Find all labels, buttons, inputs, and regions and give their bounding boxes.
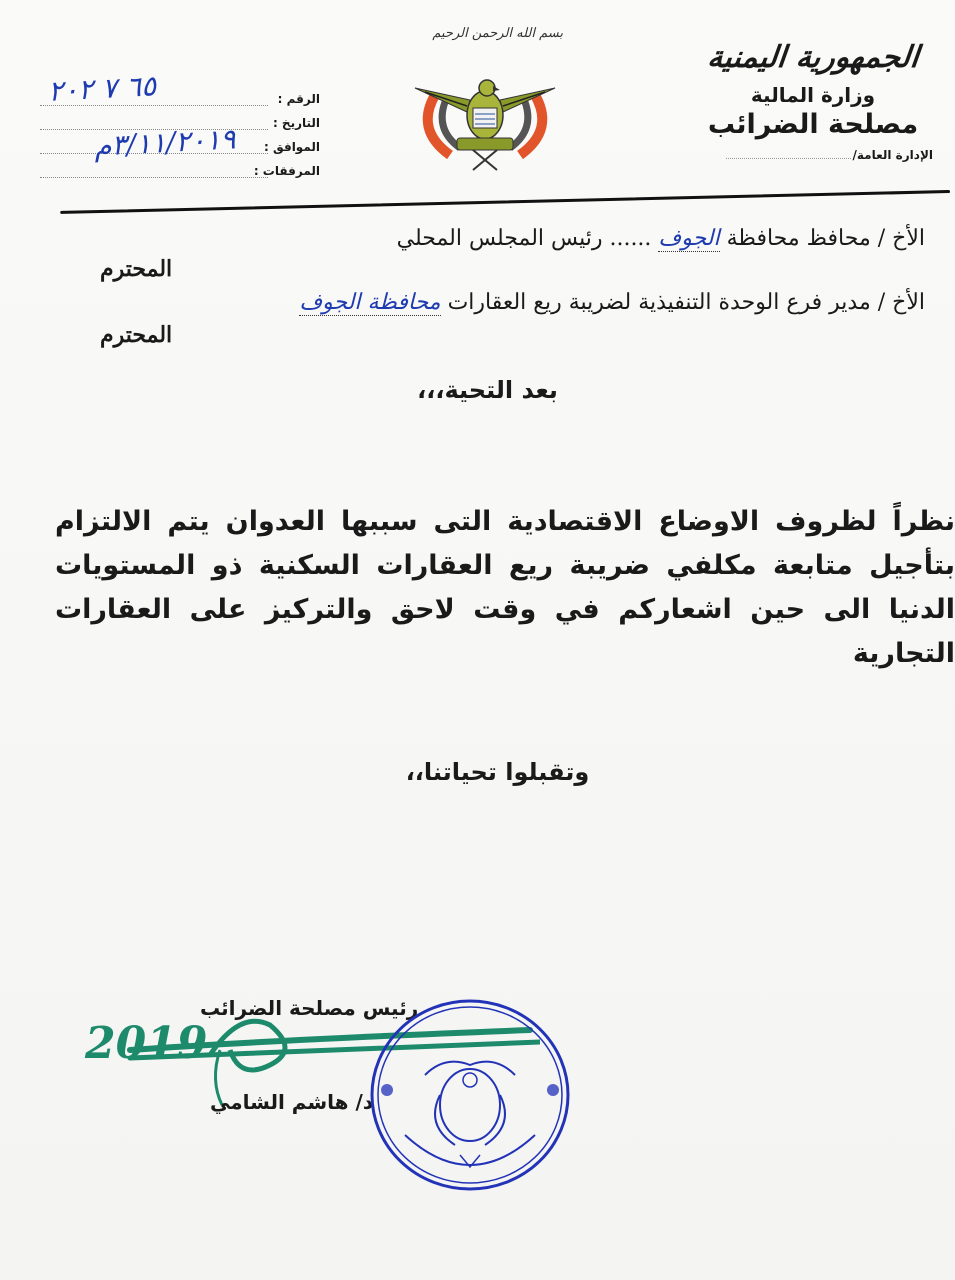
addressee-prefix: الأخ / محافظ محافظة: [726, 226, 925, 251]
handwritten-signature-year: 2019: [85, 1018, 208, 1069]
letterhead: [693, 38, 933, 162]
field-label: التاريخ :: [272, 116, 320, 130]
handwritten-reference-number: ٦٥ ٧ ٢٠٢: [47, 69, 157, 108]
closing-salutation: وتقبلوا تحياتنا،،: [405, 758, 590, 786]
header-divider: [60, 190, 950, 214]
addressee-prefix: الأخ / مدير فرع الوحدة التنفيذية لضريبة ريع العقارات: [447, 290, 925, 315]
department-dotted-line: [726, 158, 851, 159]
department-label: الإدارة العامة/: [852, 148, 933, 162]
official-stamp-icon: [365, 995, 575, 1195]
bismillah: بسم الله الرحمن الرحيم: [432, 26, 563, 41]
addressee-branch-director: [299, 290, 925, 315]
eagle-emblem-icon: [405, 20, 565, 180]
letter-body: نظراً لظروف الاوضاع الاقتصادية التى سببها العدوان يتم الالتزام بتأجيل متابعة مكلفي ضريبة ريع العقارات السكنية ذو المستويات الدنيا الى حين اشعاركم في وقت لاحق والتركيز على العقارات التجارية: [55, 506, 955, 669]
country-name: الجمهورية اليمنية: [705, 40, 921, 75]
handwritten-governorate: محافظة الجوف: [299, 290, 441, 315]
respect-label: المحترم: [100, 256, 173, 282]
greeting: بعد التحية،،،: [417, 376, 558, 404]
field-label: المرفقات :: [253, 164, 320, 178]
handwritten-date: ٣/١١/٢٠١٩م: [93, 122, 237, 163]
authority-name: مصلحة الضرائب: [707, 109, 919, 140]
department-line: [726, 148, 933, 162]
addressee-suffix: ...... رئيس المجلس المحلي: [396, 226, 652, 251]
handwritten-governorate: الجوف: [658, 226, 720, 251]
field-label: الرقم :: [277, 92, 320, 106]
field-label: الموافق :: [264, 140, 320, 154]
addressee-governor: [397, 226, 925, 251]
signatory-name: د/ هاشم الشامي: [210, 1090, 374, 1114]
signatory-title: رئيس مصلحة الضرائب: [200, 996, 419, 1020]
respect-label: المحترم: [100, 322, 173, 348]
ministry-name: وزارة المالية: [750, 83, 876, 107]
yemen-emblem: [405, 20, 565, 180]
field-dotted-line: [40, 165, 268, 178]
